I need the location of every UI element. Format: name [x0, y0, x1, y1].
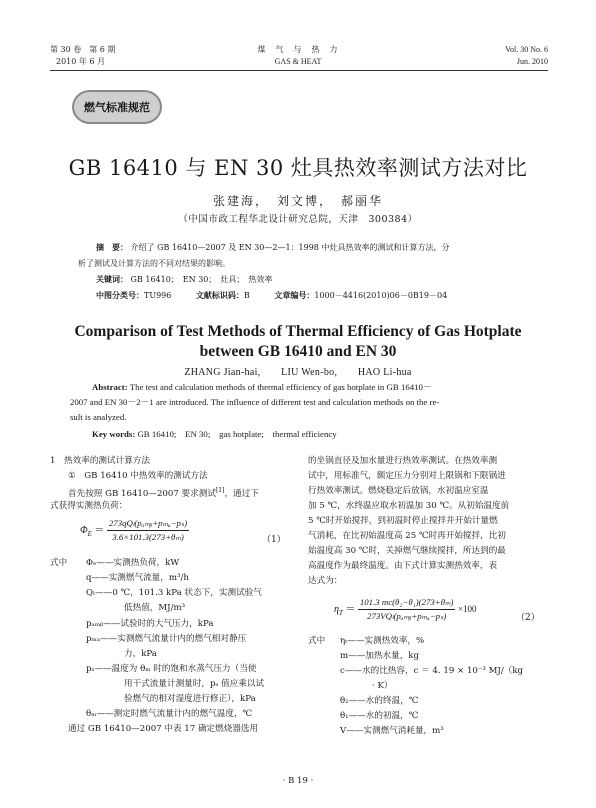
equation-2: $\eta_T$ ＝ $\frac{\text{101.3 mc(θ₂−θ₁)(273+θₘ)}}{\text{273VQₗ(pₐₘᵦ+pₘₐ−pₛ)}}$ ×100 — [334, 597, 477, 621]
affiliation-cn: （中国市政工程华北设计研究总院，天津 300384） — [178, 214, 418, 225]
def-eta-t: ηₜ——实测热效率，% — [340, 636, 425, 646]
citation-ref[interactable]: [1] — [215, 487, 225, 494]
journal-volume-cn: 第 30 卷 第 6 期 — [50, 45, 116, 54]
def-phi-e: Φₑ——实测热负荷，kW — [86, 558, 180, 568]
right-line-1: 的坐锅直径及加水量进行热效率测试。在热效率测 — [308, 456, 498, 466]
abstract-en-label: Abstract: — [92, 382, 128, 392]
journal-volume-en: Vol. 30 No. 6 — [505, 45, 548, 54]
doc-code-value: B — [243, 291, 250, 300]
def-ps-cont1: 用干式流量计测量时，pₛ 值应乘以试 — [124, 679, 265, 689]
eq2-lhs-sub: T — [338, 608, 343, 617]
authors-cn: 张建海， 刘文博， 郝丽华 — [212, 194, 383, 208]
abstract-en-text3: sult is analyzed. — [70, 412, 127, 422]
keywords-en-label: Key words: — [92, 429, 136, 439]
keywords-cn: GB 16410； EN 30； 灶具； 热效率 — [130, 275, 273, 284]
section-badge: 燃气标准规范 — [72, 90, 162, 124]
eq2-number: （2） — [516, 613, 540, 623]
where-label-2: 式中 — [308, 636, 326, 646]
def-theta2: θ₂——水的终温，℃ — [340, 696, 419, 706]
page-number: · B 19 · — [282, 776, 314, 786]
clc-label: 中图分类号： — [96, 291, 144, 300]
def-ql: Qₗ——0 ℃，101.3 kPa 状态下，实测试验气 — [86, 588, 262, 598]
where-label-1: 式中 — [50, 558, 68, 568]
eq1-lhs: Φ — [80, 524, 88, 536]
keywords-en: GB 16410; EN 30; gas hotplate; thermal efficiency — [137, 429, 337, 439]
abstract-cn-line1 — [78, 241, 518, 255]
right-line-5: 5 ℃时开始搅拌，到初温时停止搅拌并开始计量燃 — [308, 516, 498, 526]
equation-1: $\Phi_E$ ＝ $\frac{\text{273qQₗ(pₐₘᵦ+pₘₐ−pₛ)}}{\text{3.6×101.3(273+θₘ)}}$ — [80, 518, 188, 542]
paragraph-1b: 式获得实测热负荷： — [50, 501, 128, 511]
eq1-numerator: 273qQₗ(pₐₘᵦ+pₘₐ−pₛ) — [107, 518, 189, 531]
clc-value: TU996 — [144, 291, 172, 300]
def-theta-g: θₘ——测定时燃气流量计内的燃气温度，℃ — [86, 709, 253, 719]
right-line-6: 气消耗，在比初始温度高 25 ℃时再开始搅拌，比初 — [308, 531, 506, 541]
def-ps: pₛ——温度为 θₘ 时的饱和水蒸气压力（当使 — [86, 664, 257, 674]
title-en-line1: Comparison of Test Methods of Thermal Efficiency of Gas Hotplate — [74, 323, 522, 340]
journal-name-en: GAS & HEAT — [274, 57, 322, 66]
header-rule — [50, 70, 548, 71]
abstract-en-text2: 2007 and EN 30－2－1 are introduced. The influence of different test and calculation methods on the re- — [70, 397, 440, 407]
abstract-cn-text1: 介绍了 GB 16410—2007 及 EN 30—2—1：1998 中灶具热效率的测试和计算方法，分 — [130, 243, 450, 252]
eq1-number: （1） — [262, 535, 286, 545]
def-v: V——实测燃气消耗量，m³ — [340, 726, 444, 736]
classification-row — [78, 289, 518, 303]
def-theta1: θ₁——水的初温，℃ — [340, 711, 419, 721]
right-line-4: 加 5 ℃，水终温应取水初温加 30 ℃。从初始温度前 — [308, 501, 510, 511]
eq1-denominator: 3.6×101.3(273+θₘ) — [112, 532, 184, 542]
eq2-denominator: 273VQₗ(pₐₘᵦ+pₘₐ−pₛ) — [367, 611, 447, 621]
paragraph-1a-text: 首先按照 GB 16410—2007 要求测试 — [68, 488, 216, 499]
def-c: c——水的比热容，c ＝ 4. 19 × 10⁻³ MJ/（kg — [340, 666, 524, 676]
keywords-en-row — [78, 427, 523, 441]
eq2-lhs: η — [334, 603, 339, 615]
eq1-lhs-sub: E — [87, 529, 92, 538]
article-no-label: 文章编号： — [274, 291, 315, 300]
title-en-line2: between GB 16410 and EN 30 — [199, 343, 397, 360]
authors-en: ZHANG Jian-hai, LIU Wen-bo, HAO Li-hua — [184, 367, 412, 378]
doc-code-label: 文献标识码： — [195, 291, 244, 300]
paragraph-left-last: 通过 GB 16410—2007 中表 17 确定燃烧器选用 — [68, 724, 259, 734]
eq2-tail: ×100 — [457, 603, 477, 614]
keywords-cn-label: 关键词： — [96, 275, 128, 284]
keywords-cn-row — [78, 273, 518, 287]
journal-date-en: Jun. 2010 — [516, 57, 548, 66]
def-pamb: pₐₘᵦ——试验时的大气压力，kPa — [86, 619, 214, 629]
eq1-fraction — [107, 518, 189, 543]
abstract-en-line1 — [78, 380, 523, 394]
def-q: q——实测燃气流量，m³/h — [86, 573, 189, 583]
abstract-cn-text2: 析了测试及计算方法的不同对结果的影响。 — [78, 259, 230, 268]
right-line-3: 行热效率测试。燃烧稳定后放锅，水初温应室温 — [308, 486, 489, 496]
abstract-en-text1: The test and calculation methods of thermal efficiency of gas hotplate in GB 16410－ — [129, 382, 432, 392]
right-line-8: 高温度作为最终温度。由下式计算实测热效率，表 — [308, 561, 498, 571]
def-ql-cont: 低热值，MJ/m³ — [124, 603, 186, 613]
def-ps-cont2: 验燃气的相对湿度进行修正），kPa — [124, 694, 256, 704]
def-m: m——加热水量，kg — [340, 651, 420, 661]
journal-date-cn: 2010 年 6 月 — [56, 57, 106, 66]
article-no-value: 1000－4416(2010)06－0B19－04 — [314, 291, 448, 300]
subsection-heading-1: ① GB 16410 中热效率的测试方法 — [68, 471, 208, 481]
right-line-9: 达式为： — [308, 576, 343, 586]
section-heading-1: 1 热效率的测试计算方法 — [50, 456, 150, 466]
eq2-numerator: 101.3 mc(θ₂−θ₁)(273+θₘ) — [358, 597, 456, 610]
abstract-cn-label: 摘 要： — [96, 243, 128, 252]
right-line-7: 始温度高 30 ℃时，关掉燃气继续搅拌，所达到的最 — [308, 546, 506, 556]
title-cn: GB 16410 与 EN 30 灶具热效率测试方法对比 — [68, 156, 528, 180]
paragraph-1a-tail: ，通过下 — [224, 488, 259, 499]
eq2-fraction — [358, 597, 456, 622]
def-c-cont: · K） — [372, 681, 393, 691]
journal-name-cn: 煤 气 与 热 力 — [257, 45, 339, 54]
def-pm-cont: 力，kPa — [124, 649, 157, 659]
right-line-2: 试中，用标准气，额定压力分别对上限锅和下限锅进 — [308, 471, 506, 481]
def-pm: pₘₐ——实测燃气流量计内的燃气相对静压 — [86, 634, 247, 644]
